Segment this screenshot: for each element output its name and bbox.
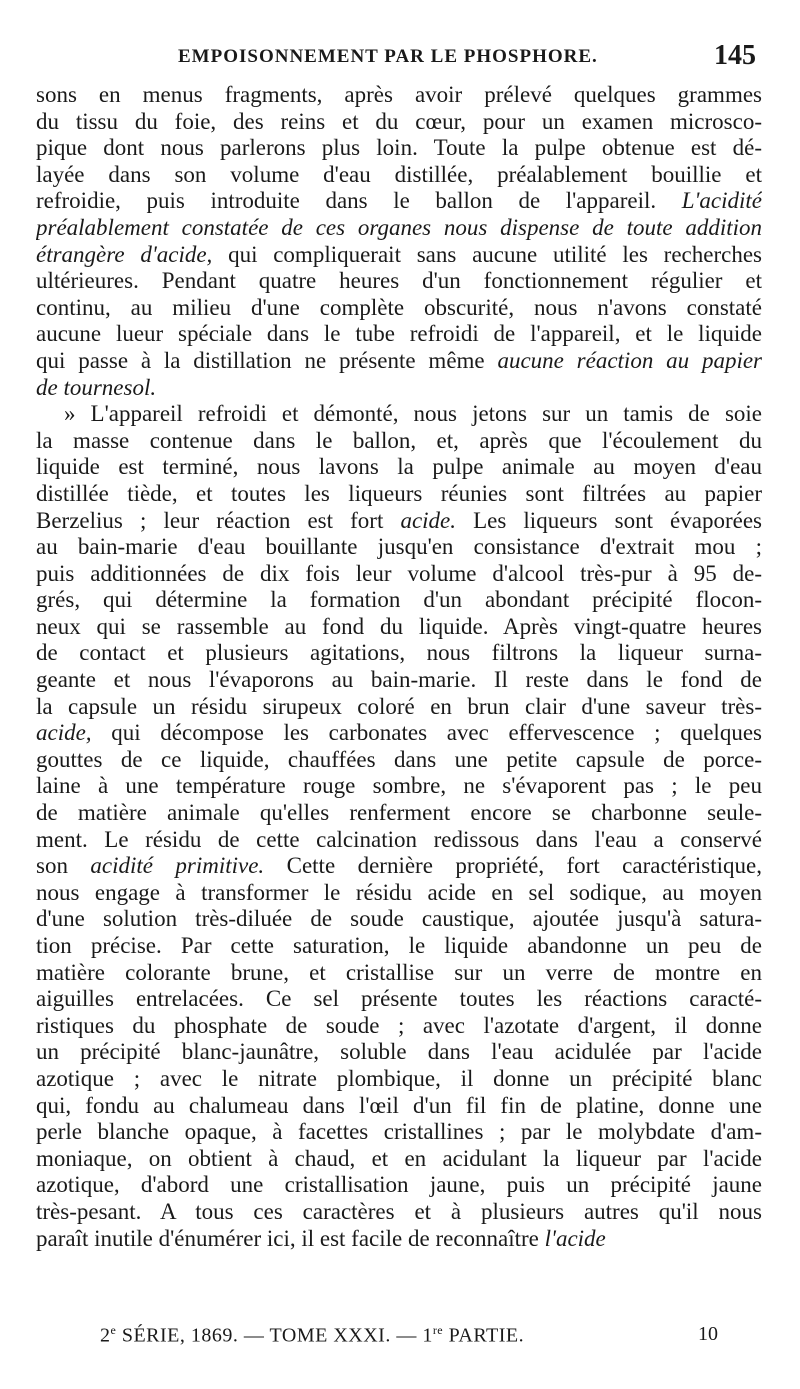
text-run: liquide est terminé, nous lavons la pulpe animale au moyen d'eau xyxy=(36,454,762,480)
text-line xyxy=(36,667,762,694)
text-line xyxy=(36,401,762,428)
text-run: sons en menus fragments, après avoir prélevé quelques grammes xyxy=(36,82,762,107)
italic-run: de tournesol. xyxy=(36,374,157,400)
text-run: azotique, d'abord une cristallisation jaune, puis un précipité jaune xyxy=(36,1172,762,1198)
italic-run: aucune réaction au papier xyxy=(497,347,762,373)
text-line xyxy=(36,109,762,136)
text-run: aucune lueur spéciale dans le tube refroidi de l'appareil, et le liquide xyxy=(36,321,762,347)
body-text xyxy=(36,82,762,1252)
italic-run: acide, xyxy=(36,720,92,746)
text-run: la capsule un résidu sirupeux coloré en brun clair d'une saveur très- xyxy=(36,693,762,719)
text-line xyxy=(36,348,762,375)
text-line xyxy=(36,561,762,588)
text-line xyxy=(36,853,762,880)
text-run: neux qui se rassemble au fond du liquide. Après vingt-quatre heures xyxy=(36,613,762,639)
text-line xyxy=(36,827,762,854)
text-line xyxy=(36,1013,762,1040)
text-run: qui compliquerait sans aucune utilité les recherches xyxy=(212,241,762,267)
text-run: matière colorante brune, et cristallise sur un verre de montre en xyxy=(36,959,762,985)
text-run: grés, qui détermine la formation d'un abondant précipité flocon- xyxy=(36,587,762,613)
text-run: ristiques du phosphate de soude ; avec l'azotate d'argent, il donne xyxy=(36,1012,762,1038)
text-run: perle blanche opaque, à facettes cristallines ; par le molybdate d'am- xyxy=(36,1119,762,1145)
text-line xyxy=(36,1172,762,1199)
text-run: de contact et plusieurs agitations, nous filtrons la liqueur surna- xyxy=(36,640,762,666)
text-run: » L'appareil refroidi et démonté, nous jetons sur un tamis de soie xyxy=(64,401,762,427)
text-line xyxy=(36,1146,762,1173)
text-run: qui, fondu au chalumeau dans l'œil d'un fil fin de platine, donne une xyxy=(36,1092,762,1118)
running-head xyxy=(0,38,800,78)
text-run: tion précise. Par cette saturation, le liquide abandonne un peu de xyxy=(36,933,762,958)
text-line xyxy=(36,747,762,774)
text-line xyxy=(36,640,762,667)
text-line xyxy=(36,1119,762,1146)
text-line xyxy=(36,242,762,269)
text-line xyxy=(36,614,762,641)
text-line xyxy=(36,162,762,189)
text-line xyxy=(36,508,762,535)
text-line xyxy=(36,534,762,561)
text-line xyxy=(36,773,762,800)
text-run: Berzelius ; leur réaction est fort xyxy=(36,507,401,533)
text-line xyxy=(36,295,762,322)
footer-signature: 2e SÉRIE, 1869. — TOME XXXI. — 1re PARTIE. xyxy=(100,1323,525,1347)
text-run: Cette dernière propriété, fort caractéristique, xyxy=(264,853,762,879)
text-run: layée dans son volume d'eau distillée, préalablement bouillie et xyxy=(36,161,762,187)
italic-run: l'acide xyxy=(544,1225,606,1251)
italic-run: acide. xyxy=(400,507,456,533)
text-run: Les liqueurs sont évaporées xyxy=(456,507,762,533)
text-run: qui passe à la distillation ne présente même xyxy=(36,347,498,373)
text-run: un précipité blanc-jaunâtre, soluble dans l'eau acidulée par l'acide xyxy=(36,1039,762,1065)
text-line xyxy=(36,986,762,1013)
text-line xyxy=(36,960,762,987)
text-run: gouttes de ce liquide, chauffées dans une petite capsule de porce- xyxy=(36,746,762,772)
text-line xyxy=(36,481,762,508)
text-run: aiguilles entrelacées. Ce sel présente toutes les réactions caracté- xyxy=(36,986,762,1012)
text-line xyxy=(36,1093,762,1120)
text-run: refroidie, puis introduite dans le ballon de l'appareil. xyxy=(36,188,682,214)
text-line xyxy=(36,694,762,721)
italic-run: L'acidité xyxy=(681,188,762,214)
text-run: au bain-marie d'eau bouillante jusqu'en consistance d'extrait mou ; xyxy=(36,534,762,560)
text-run: ment. Le résidu de cette calcination redissous dans l'eau a conservé xyxy=(36,826,762,852)
text-run: son xyxy=(36,853,91,879)
text-line xyxy=(36,454,762,481)
italic-run: étrangère d'acide, xyxy=(36,241,213,267)
text-line xyxy=(36,375,762,402)
text-line xyxy=(36,1226,762,1253)
text-line xyxy=(36,215,762,242)
text-line xyxy=(36,720,762,747)
text-line xyxy=(36,135,762,162)
text-line xyxy=(36,800,762,827)
text-line xyxy=(36,82,762,109)
text-run: d'une solution très-diluée de soude caustique, ajoutée jusqu'à satura- xyxy=(36,906,762,932)
text-line xyxy=(36,906,762,933)
text-line xyxy=(36,880,762,907)
text-run: geante et nous l'évaporons au bain-marie. Il reste dans le fond de xyxy=(36,667,762,693)
page-footer xyxy=(0,1323,800,1353)
text-line xyxy=(36,933,762,960)
italic-run: préalablement constatée de ces organes nous dispense de toute addition xyxy=(36,214,762,240)
text-run: azotique ; avec le nitrate plombique, il donne un précipité blanc xyxy=(36,1065,762,1091)
text-run: du tissu du foie, des reins et du cœur, pour un examen microsco- xyxy=(36,108,762,134)
text-line xyxy=(36,1199,762,1226)
text-run: moniaque, on obtient à chaud, et en acidulant la liqueur par l'acide xyxy=(36,1145,762,1171)
text-run: très-pesant. A tous ces caractères et à plusieurs autres qu'il nous xyxy=(36,1198,762,1224)
text-run: pique dont nous parlerons plus loin. Toute la pulpe obtenue est dé- xyxy=(36,135,762,161)
signature-number: 10 xyxy=(698,1323,718,1345)
text-run: la masse contenue dans le ballon, et, après que l'écoulement du xyxy=(36,427,762,453)
text-line xyxy=(36,1039,762,1066)
text-line xyxy=(36,188,762,215)
text-line xyxy=(36,321,762,348)
text-line xyxy=(36,268,762,295)
text-line xyxy=(36,587,762,614)
text-run: distillée tiède, et toutes les liqueurs réunies sont filtrées au papier xyxy=(36,480,762,506)
page-number: 145 xyxy=(714,40,756,71)
text-run: puis additionnées de dix fois leur volume d'alcool très-pur à 95 de- xyxy=(36,560,762,586)
running-title: EMPOISONNEMENT PAR LE PHOSPHORE. xyxy=(178,46,598,67)
text-run: ultérieures. Pendant quatre heures d'un fonctionnement régulier et xyxy=(36,268,762,294)
text-run: de matière animale qu'elles renferment encore se charbonne seule- xyxy=(36,800,762,826)
text-line xyxy=(36,1066,762,1093)
text-run: laine à une température rouge sombre, ne s'évaporent pas ; le peu xyxy=(36,773,762,799)
text-run: paraît inutile d'énumérer ici, il est facile de reconnaître xyxy=(36,1225,545,1251)
italic-run: acidité primitive. xyxy=(90,853,265,879)
text-run: nous engage à transformer le résidu acide en sel sodique, au moyen xyxy=(36,879,762,905)
text-run: qui décompose les carbonates avec effervescence ; quelques xyxy=(91,720,762,746)
text-line xyxy=(36,428,762,455)
text-run: continu, au milieu d'une complète obscurité, nous n'avons constaté xyxy=(36,294,762,320)
